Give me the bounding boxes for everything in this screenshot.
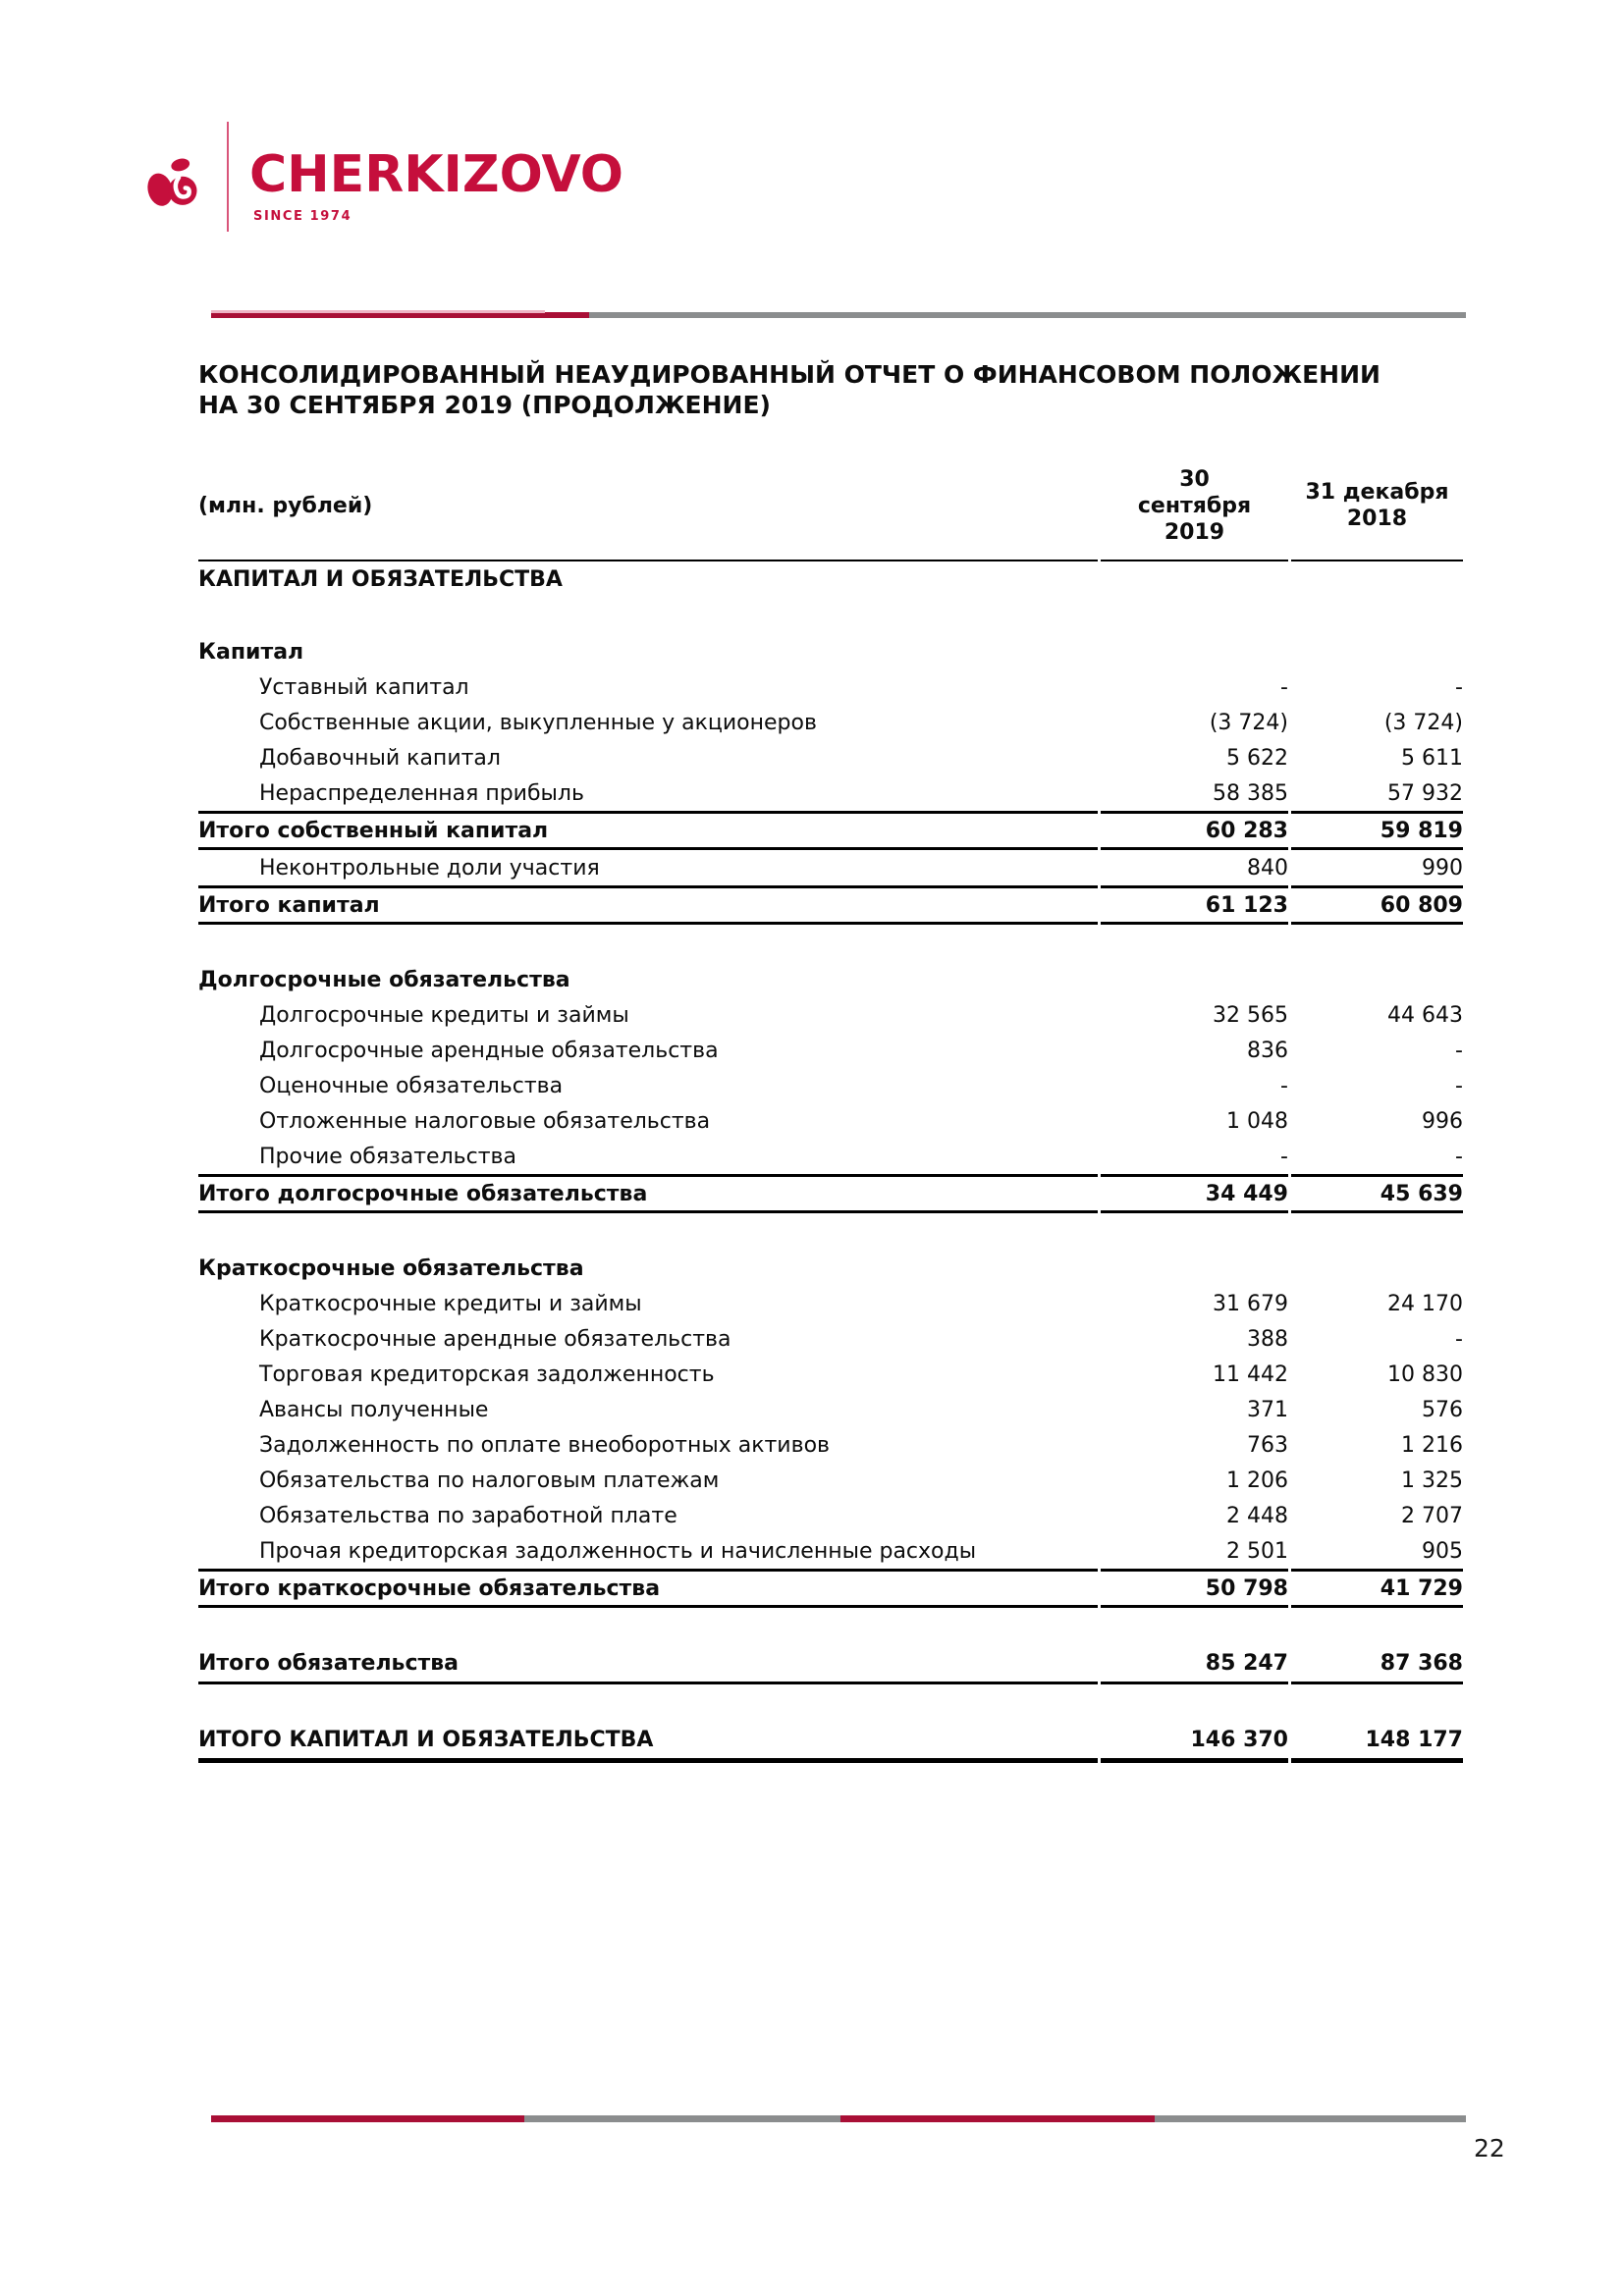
row-value-2019: (3 724) [1209, 710, 1288, 735]
table-row [198, 1103, 1463, 1139]
brand-tagline: SINCE 1974 [253, 209, 352, 224]
row-value-2019: 1 048 [1226, 1108, 1288, 1134]
row-value-2019: 5 622 [1226, 745, 1288, 771]
table-row [198, 669, 1463, 705]
row-value-2018: 2 707 [1401, 1503, 1463, 1528]
table-row [198, 885, 1463, 925]
row-value-2019: 31 679 [1213, 1291, 1288, 1316]
row-value-2018 [1291, 1684, 1463, 1722]
row-value-2019: 2 501 [1226, 1538, 1288, 1564]
cherkizovo-logo-icon [146, 155, 201, 212]
row-label: Итого обязательства [198, 1645, 1098, 1684]
row-value-2019: 34 449 [1101, 1174, 1288, 1213]
table-row [198, 1498, 1463, 1533]
table-row [198, 850, 1463, 885]
table-row [198, 775, 1463, 811]
row-label: Прочие обязательства [259, 1144, 516, 1169]
row-label: Обязательства по налоговым платежам [259, 1468, 720, 1493]
table-row [198, 634, 1463, 669]
row-label: Итого краткосрочные обязательства [198, 1569, 1098, 1608]
row-value-2019: 58 385 [1213, 780, 1288, 806]
row-value-2019 [1101, 561, 1288, 597]
table-row [198, 1286, 1463, 1321]
table-row [198, 1139, 1463, 1174]
table-row [198, 1722, 1463, 1763]
row-label: Нераспределенная прибыль [259, 780, 584, 806]
row-value-2018 [1291, 634, 1463, 669]
report-title-line1: КОНСОЛИДИРОВАННЫЙ НЕАУДИРОВАННЫЙ ОТЧЕТ О ФИНАНСОВОМ ПОЛОЖЕНИИ [198, 360, 1380, 389]
row-label [198, 1684, 1098, 1722]
row-value-2018: - [1455, 1038, 1463, 1063]
row-value-2019: 146 370 [1101, 1722, 1288, 1763]
row-label: Долгосрочные кредиты и займы [259, 1002, 629, 1028]
header-rule-gray-segment [589, 312, 1466, 318]
table-row [198, 705, 1463, 740]
table-row [198, 1533, 1463, 1569]
row-value-2019: 1 206 [1226, 1468, 1288, 1493]
row-label: Торговая кредиторская задолженность [259, 1362, 715, 1387]
page-number: 22 [1474, 2134, 1505, 2163]
row-value-2018: 24 170 [1387, 1291, 1463, 1316]
row-value-2018: 996 [1422, 1108, 1463, 1134]
row-label [198, 597, 1098, 634]
header-rule [211, 312, 1466, 318]
footer-rule-red-segment-1 [211, 2115, 524, 2122]
row-value-2019 [1101, 1608, 1288, 1645]
table-row [198, 1427, 1463, 1463]
row-value-2018: 148 177 [1291, 1722, 1463, 1763]
row-value-2018: - [1455, 674, 1463, 700]
row-label: Краткосрочные кредиты и займы [259, 1291, 642, 1316]
table-row [198, 1033, 1463, 1068]
units-label: (млн. рублей) [198, 452, 1098, 561]
row-value-2019: 50 798 [1101, 1569, 1288, 1608]
row-value-2018: - [1455, 1073, 1463, 1098]
row-value-2019: 85 247 [1101, 1645, 1288, 1684]
brand-wordmark: CHERKIZOVO [249, 145, 623, 204]
footer-rule [211, 2115, 1466, 2122]
row-label: Капитал [198, 639, 304, 665]
row-value-2019 [1101, 597, 1288, 634]
row-value-2019: - [1280, 1073, 1288, 1098]
table-row [198, 1392, 1463, 1427]
table-row [198, 597, 1463, 634]
row-value-2019: 388 [1247, 1326, 1288, 1352]
row-label: Авансы полученные [259, 1397, 489, 1422]
table-row [198, 1684, 1463, 1722]
row-value-2019 [1101, 1213, 1288, 1251]
table-row [198, 962, 1463, 997]
row-value-2018: (3 724) [1383, 710, 1463, 735]
row-value-2018: 45 639 [1291, 1174, 1463, 1213]
row-label: Краткосрочные обязательства [198, 1255, 584, 1281]
row-value-2018: 5 611 [1401, 745, 1463, 771]
table-body [198, 561, 1463, 1763]
table-row [198, 1213, 1463, 1251]
table-row [198, 925, 1463, 962]
row-value-2018: - [1455, 1144, 1463, 1169]
report-title [198, 359, 1445, 420]
row-value-2018: 10 830 [1387, 1362, 1463, 1387]
row-label: ИТОГО КАПИТАЛ И ОБЯЗАТЕЛЬСТВА [198, 1722, 1098, 1763]
table-row [198, 1645, 1463, 1684]
row-label: Итого собственный капитал [198, 811, 1098, 850]
row-value-2018 [1291, 1608, 1463, 1645]
row-label [198, 925, 1098, 962]
row-value-2018: 905 [1422, 1538, 1463, 1564]
row-value-2018 [1291, 1251, 1463, 1286]
row-value-2018: 60 809 [1291, 885, 1463, 925]
row-label: Оценочные обязательства [259, 1073, 564, 1098]
row-value-2018: 59 819 [1291, 811, 1463, 850]
table-row [198, 1608, 1463, 1645]
row-value-2019: 11 442 [1213, 1362, 1288, 1387]
row-value-2019: 61 123 [1101, 885, 1288, 925]
table-row [198, 1321, 1463, 1357]
row-label [198, 1608, 1098, 1645]
row-value-2019: - [1280, 1144, 1288, 1169]
column-header-30-sep-2019: 30 сентября 2019 [1101, 452, 1288, 561]
row-value-2018: 44 643 [1387, 1002, 1463, 1028]
row-value-2019 [1101, 634, 1288, 669]
logo-divider [227, 122, 229, 232]
footer-rule-gray-segment-2 [1155, 2115, 1466, 2122]
row-value-2018: 1 216 [1401, 1432, 1463, 1458]
row-label: Уставный капитал [259, 674, 469, 700]
row-value-2018: 576 [1422, 1397, 1463, 1422]
row-value-2019 [1101, 925, 1288, 962]
table-row [198, 1569, 1463, 1608]
row-value-2019: 763 [1247, 1432, 1288, 1458]
row-value-2018 [1291, 561, 1463, 597]
table-row [198, 1174, 1463, 1213]
header-rule-pink-accent [211, 310, 545, 313]
table-row [198, 1463, 1463, 1498]
row-label: КАПИТАЛ И ОБЯЗАТЕЛЬСТВА [198, 566, 563, 592]
row-label: Отложенные налоговые обязательства [259, 1108, 711, 1134]
row-label: Долгосрочные обязательства [198, 967, 570, 992]
table-row [198, 1357, 1463, 1392]
row-label: Задолженность по оплате внеоборотных активов [259, 1432, 830, 1458]
row-value-2019: 2 448 [1226, 1503, 1288, 1528]
column-header-31-dec-2018: 31 декабря 2018 [1291, 452, 1463, 561]
row-value-2019 [1101, 1251, 1288, 1286]
row-label: Обязательства по заработной плате [259, 1503, 677, 1528]
row-value-2018: 990 [1422, 855, 1463, 881]
row-value-2018: 1 325 [1401, 1468, 1463, 1493]
table-row [198, 1251, 1463, 1286]
row-value-2019 [1101, 1684, 1288, 1722]
row-label: Долгосрочные арендные обязательства [259, 1038, 719, 1063]
footer-rule-red-segment-2 [840, 2115, 1155, 2122]
row-label: Краткосрочные арендные обязательства [259, 1326, 731, 1352]
row-value-2019 [1101, 962, 1288, 997]
row-label: Итого капитал [198, 885, 1098, 925]
row-value-2018: 57 932 [1387, 780, 1463, 806]
row-label: Итого долгосрочные обязательства [198, 1174, 1098, 1213]
row-label: Собственные акции, выкупленные у акционеров [259, 710, 817, 735]
table-row [198, 740, 1463, 775]
table-row [198, 561, 1463, 597]
row-value-2019: 836 [1247, 1038, 1288, 1063]
report-title-line2: НА 30 СЕНТЯБРЯ 2019 (ПРОДОЛЖЕНИЕ) [198, 391, 771, 419]
row-value-2019: 371 [1247, 1397, 1288, 1422]
footer-rule-gray-segment-1 [524, 2115, 840, 2122]
row-value-2018: 41 729 [1291, 1569, 1463, 1608]
table-row [198, 811, 1463, 850]
table-row [198, 1068, 1463, 1103]
row-value-2018 [1291, 1213, 1463, 1251]
row-label [198, 1213, 1098, 1251]
row-value-2018 [1291, 925, 1463, 962]
table-row [198, 997, 1463, 1033]
row-label: Прочая кредиторская задолженность и начисленные расходы [259, 1538, 977, 1564]
row-value-2018 [1291, 597, 1463, 634]
row-value-2018: 87 368 [1291, 1645, 1463, 1684]
row-value-2019: - [1280, 674, 1288, 700]
row-value-2018: - [1455, 1326, 1463, 1352]
financial-position-table [195, 452, 1466, 1763]
table-header-row [198, 452, 1463, 561]
row-label: Добавочный капитал [259, 745, 501, 771]
row-value-2019: 840 [1247, 855, 1288, 881]
row-value-2019: 60 283 [1101, 811, 1288, 850]
row-label: Неконтрольные доли участия [259, 855, 600, 881]
row-value-2019: 32 565 [1213, 1002, 1288, 1028]
row-value-2018 [1291, 962, 1463, 997]
